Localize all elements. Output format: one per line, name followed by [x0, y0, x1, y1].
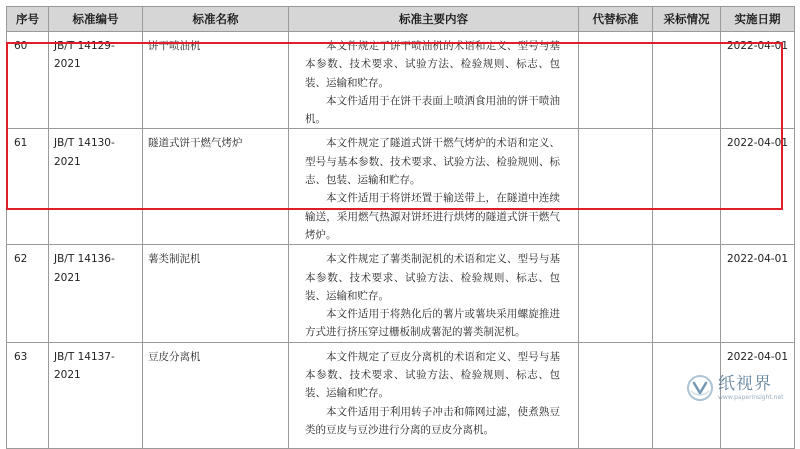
cell-seq: 60: [7, 32, 49, 129]
cell-adoption: [653, 245, 721, 342]
content-paragraph: 本文件规定了饼干喷油机的术语和定义、型号与基本参数、技术要求、试验方法、检验规则、标志、包装、运输和贮存。: [305, 40, 560, 89]
content-paragraph: 本文件适用于利用转子冲击和筛网过滤，使煮熟豆类的豆皮与豆沙进行分离的豆皮分离机。: [305, 405, 560, 436]
cell-date: 2022-04-01: [721, 342, 795, 448]
cell-content: [289, 342, 579, 448]
cell-seq: 63: [7, 342, 49, 448]
table-row: [7, 342, 795, 448]
content-paragraph: 本文件规定了豆皮分离机的术语和定义、型号与基本参数、技术要求、试验方法、检验规则、标志、包装、运输和贮存。: [305, 350, 560, 400]
header-code: 标准编号: [49, 7, 143, 32]
header-replaced: 代替标准: [579, 7, 653, 32]
content-paragraph: 本文件规定了薯类制泥机的术语和定义、型号与基本参数、技术要求、试验方法、检验规则、标志、包装、运输和贮存。: [305, 253, 560, 302]
table-header-row: [7, 7, 795, 32]
content-paragraph: 本文件适用于将饼坯置于输送带上，在隧道中连续输送，采用燃气热源对饼坯进行烘烤的隧道式饼干燃气烤炉。: [305, 192, 560, 241]
cell-date: 2022-04-01: [721, 245, 795, 342]
table-row: [7, 32, 795, 129]
watermark-title: 纸视界: [718, 373, 772, 394]
content-paragraph: 本文件规定了隧道式饼干燃气烤炉的术语和定义、型号与基本参数、技术要求、试验方法、检验规则、标志、包装、运输和贮存。: [305, 137, 560, 187]
watermark: [686, 371, 786, 405]
cell-name: 饼干喷油机: [143, 32, 289, 129]
cell-code: JB/T 14136-2021: [49, 245, 143, 342]
cell-name: 豆皮分离机: [143, 342, 289, 448]
cell-content: [289, 129, 579, 245]
cell-replaced: [579, 342, 653, 448]
header-name: 标准名称: [143, 7, 289, 32]
cell-replaced: [579, 32, 653, 129]
table-row: [7, 129, 795, 245]
cell-adoption: [653, 129, 721, 245]
cell-date: 2022-04-01: [721, 129, 795, 245]
table-row: [7, 245, 795, 342]
cell-replaced: [579, 129, 653, 245]
cell-name: 隧道式饼干燃气烤炉: [143, 129, 289, 245]
cell-code: JB/T 14129-2021: [49, 32, 143, 129]
cell-seq: 61: [7, 129, 49, 245]
cell-code: JB/T 14137-2021: [49, 342, 143, 448]
header-content: 标准主要内容: [289, 7, 579, 32]
header-date: 实施日期: [721, 7, 795, 32]
cell-adoption: [653, 32, 721, 129]
watermark-logo-icon: [686, 374, 714, 402]
cell-name: 薯类制泥机: [143, 245, 289, 342]
content-paragraph: 本文件适用于将熟化后的薯片或薯块采用螺旋推进方式进行挤压穿过栅板制成薯泥的薯类制泥机。: [305, 308, 560, 339]
cell-content: [289, 245, 579, 342]
standards-table: [6, 6, 795, 449]
header-seq: 序号: [7, 7, 49, 32]
content-paragraph: 本文件适用于在饼干表面上喷洒食用油的饼干喷油机。: [305, 94, 560, 126]
cell-code: JB/T 14130-2021: [49, 129, 143, 245]
watermark-subtitle: www.paperinsight.net: [718, 393, 784, 401]
cell-seq: 62: [7, 245, 49, 342]
cell-replaced: [579, 245, 653, 342]
cell-content: [289, 32, 579, 129]
header-adoption: 采标情况: [653, 7, 721, 32]
cell-date: 2022-04-01: [721, 32, 795, 129]
